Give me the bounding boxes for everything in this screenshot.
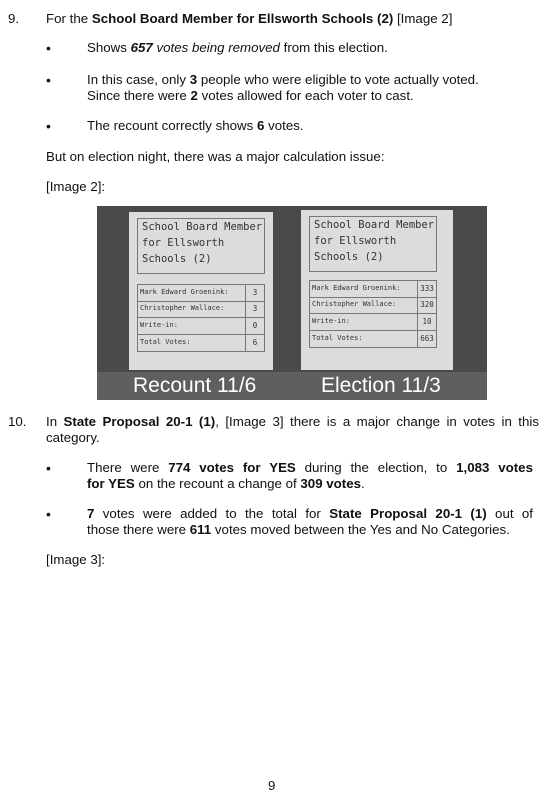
election-receipt (301, 210, 453, 370)
item-number-10: 10. (8, 414, 27, 429)
item-9-bullet-2-line-2: Since there were 2 votes allowed for each voter to cast. (87, 88, 414, 103)
receipt-title: School Board Member for Ellsworth Schools (2) (309, 216, 437, 272)
image-caption-banner (97, 372, 487, 400)
caption-election: Election 11/3 (321, 374, 441, 397)
item-9-bullet-3: The recount correctly shows 6 votes. (87, 118, 304, 133)
receipt-row: Mark Edward Groenink: 333 (309, 280, 437, 298)
item-9-bullet-2-line-1: In this case, only 3 people who were eligible to vote actually voted. (87, 72, 479, 87)
receipt-row: Total Votes: 663 (309, 331, 437, 348)
item-10-bullet-1-line-2: for YES on the recount a change of 309 votes. (87, 476, 365, 491)
item-10-intro-line-2: category. (46, 430, 100, 445)
item-10-intro-line-1: In State Proposal 20-1 (1), [Image 3] there is a major change in votes in this (46, 414, 540, 429)
receipt-row: Christopher Wallace: 3 (137, 301, 265, 318)
image-2-photo (97, 206, 487, 400)
item-9-after-text: But on election night, there was a major calculation issue: (46, 149, 385, 164)
bullet-icon: • (46, 460, 51, 476)
item-10-bullet-2-line-2: those there were 611 votes moved between the Yes and No Categories. (87, 522, 510, 537)
receipt-row: Christopher Wallace: 320 (309, 297, 437, 314)
recount-receipt (129, 212, 273, 370)
item-10-bullet-1-line-1: There were 774 votes for YES during the election, to 1,083 votes (87, 460, 533, 475)
bullet-icon: • (46, 506, 51, 522)
image-2-label: [Image 2]: (46, 179, 106, 194)
page-number: 9 (268, 778, 276, 793)
caption-recount: Recount 11/6 (133, 374, 257, 397)
bullet-icon: • (46, 118, 51, 134)
item-9-intro: For the School Board Member for Ellsworth Schools (2) [Image 2] (46, 11, 453, 26)
image-3-label: [Image 3]: (46, 552, 106, 567)
item-9-bullet-1: Shows 657 votes being removed from this election. (87, 40, 388, 55)
receipt-row: Mark Edward Groenink: 3 (137, 284, 265, 302)
receipt-row: Total Votes: 6 (137, 335, 265, 352)
receipt-title: School Board Member for Ellsworth Schools (2) (137, 218, 265, 274)
item-number-9: 9. (8, 11, 20, 26)
item-10-bullet-2-line-1: 7 votes were added to the total for State Proposal 20-1 (1) out of (87, 506, 534, 521)
bullet-icon: • (46, 72, 51, 88)
receipt-row: Write-in: 10 (309, 314, 437, 331)
bullet-icon: • (46, 40, 51, 56)
receipt-row: Write-in: 0 (137, 318, 265, 335)
